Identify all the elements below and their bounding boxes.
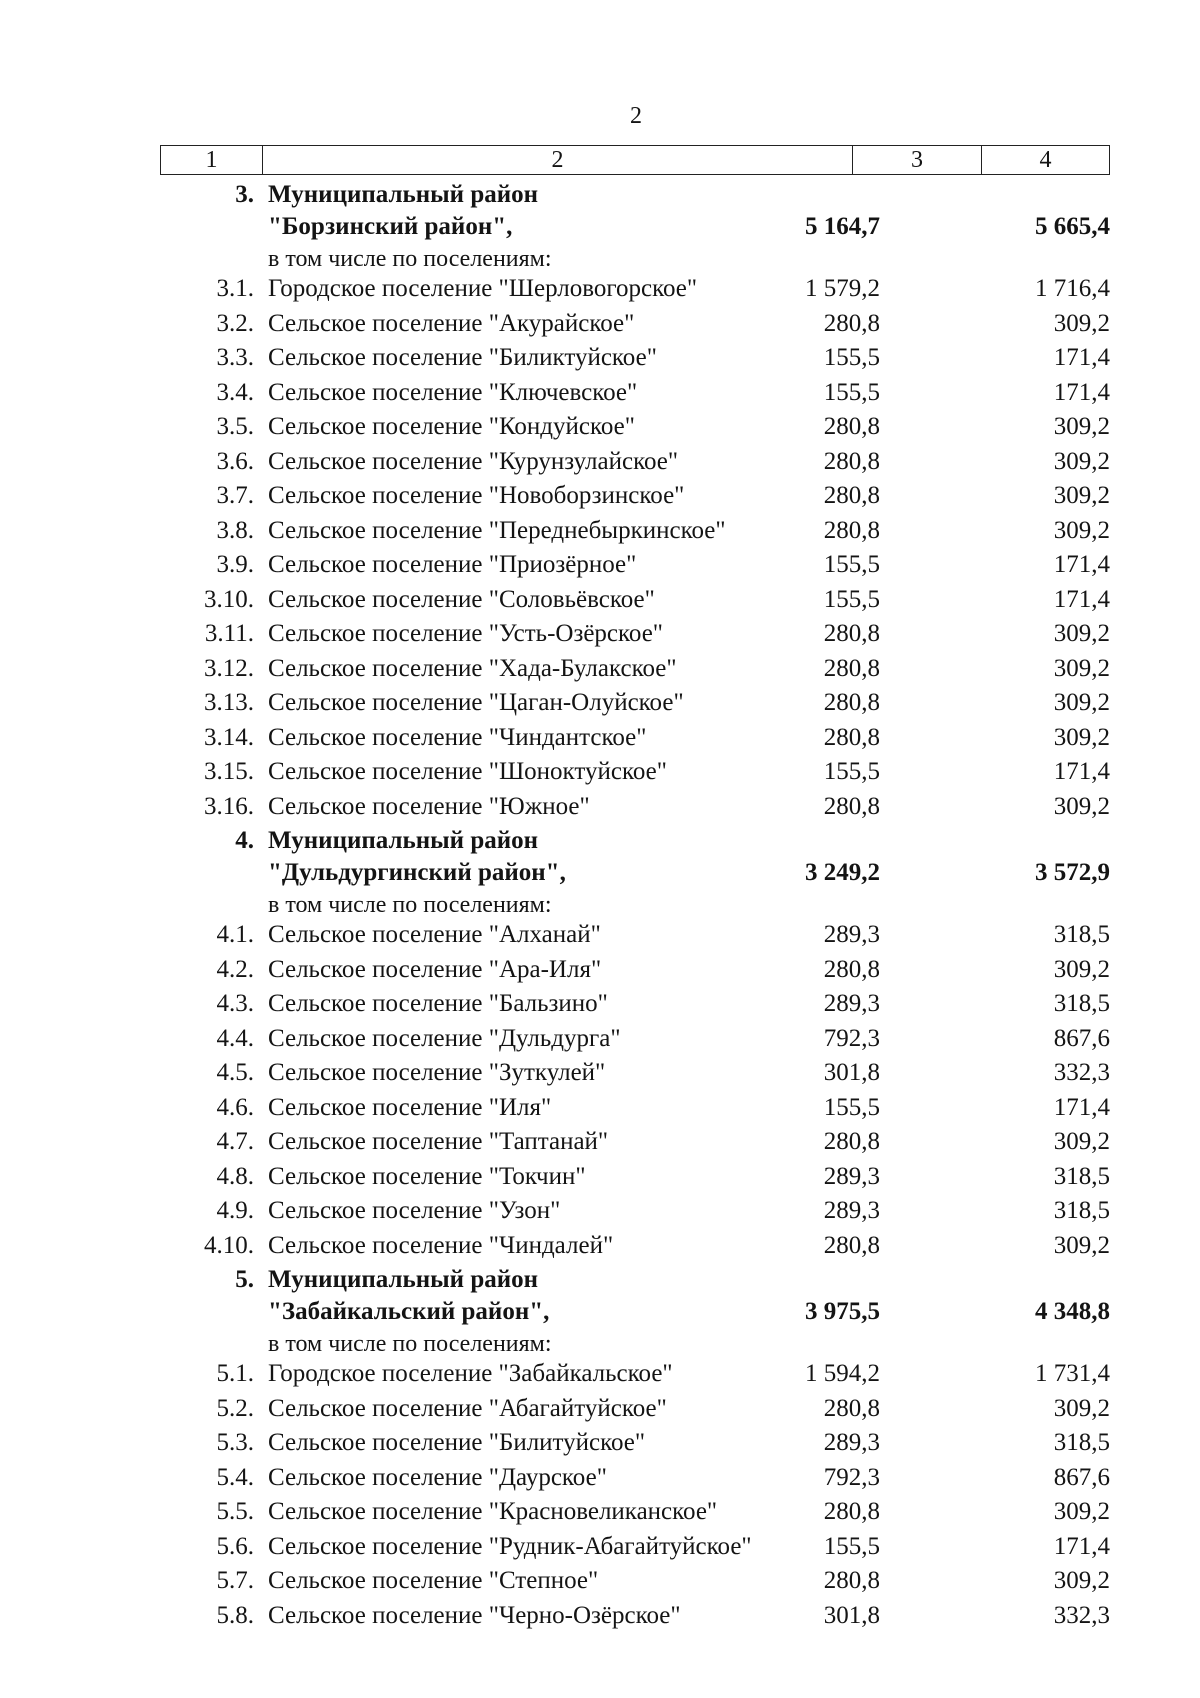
settlement-name: Сельское поселение "Абагайтуйское" [268,1394,667,1422]
settlement-name: Сельское поселение "Чиндантское" [268,723,647,751]
value-col3: 792,3 [823,1024,880,1052]
settlement-name: Сельское поселение "Красновеликанское" [268,1498,718,1525]
district-title: Муниципальный район [268,1266,539,1293]
subheading-text: в том числе по поселениям: [268,246,552,272]
table-row [160,686,1110,721]
value-col4: 309,2 [1053,654,1110,682]
row-number: 5.5. [216,1498,254,1525]
row-number: 4.6. [216,1093,254,1121]
table-row [160,987,1110,1022]
settlement-name: Сельское поселение "Иля" [268,1093,552,1121]
settlement-name: Городское поселение "Шерловогорское" [268,275,698,302]
settlement-name: Сельское поселение "Даурское" [268,1463,607,1491]
district-number: 5. [235,1266,254,1293]
table-row [160,1091,1110,1126]
value-col3: 280,8 [823,1231,880,1259]
district-title: Муниципальный район [268,181,539,208]
table-row [160,953,1110,988]
table-row [160,1392,1110,1427]
settlement-name: Сельское поселение "Переднебыркинское" [268,516,726,544]
value-col3: 1 579,2 [805,275,880,302]
value-col4: 318,5 [1053,990,1110,1017]
value-col4: 332,3 [1053,1059,1110,1086]
value-col3: 280,8 [823,309,880,337]
settlements-subheading [160,888,1110,918]
row-number: 4.3. [216,990,254,1017]
district-title-row [160,1263,1110,1295]
settlement-name: Сельское поселение "Южное" [268,792,590,820]
row-number: 4.2. [216,955,254,983]
row-number: 3.12. [204,654,254,682]
district-name: "Борзинский район", [268,213,513,240]
header-cell-3: 3 [852,146,981,174]
settlement-name: Сельское поселение "Шоноктуйское" [268,758,667,785]
value-col3: 280,8 [823,654,880,682]
table-row [160,1022,1110,1057]
district-number: 3. [235,181,254,208]
row-number: 3.2. [216,309,254,337]
settlement-name: Сельское поселение "Ара-Иля" [268,955,602,983]
value-col4: 867,6 [1053,1463,1110,1491]
value-col3: 280,8 [823,413,880,440]
district-total-col4: 5 665,4 [1035,213,1110,240]
header-cell-4: 4 [981,146,1109,174]
value-col4: 309,2 [1053,447,1110,475]
value-col4: 171,4 [1053,758,1110,785]
table-row [160,410,1110,445]
row-number: 4.10. [204,1231,254,1259]
value-col4: 309,2 [1053,1567,1110,1594]
table-row [160,1194,1110,1229]
settlement-name: Сельское поселение "Новоборзинское" [268,482,685,509]
table-row [160,790,1110,825]
settlements-subheading [160,242,1110,272]
row-number: 5.4. [216,1463,254,1491]
value-col4: 309,2 [1053,413,1110,440]
settlement-name: Городское поселение "Забайкальское" [268,1360,673,1387]
header-cell-2: 2 [262,146,852,174]
value-col4: 309,2 [1053,955,1110,983]
table-row [160,721,1110,756]
settlement-name: Сельское поселение "Курунзулайское" [268,447,679,475]
settlement-name: Сельское поселение "Усть-Озёрское" [268,620,664,647]
value-col4: 309,2 [1053,516,1110,544]
row-number: 3.16. [204,792,254,820]
value-col4: 309,2 [1053,620,1110,647]
settlement-name: Сельское поселение "Токчин" [268,1162,586,1190]
settlement-name: Сельское поселение "Чиндалей" [268,1231,614,1259]
table-row [160,755,1110,790]
value-col3: 280,8 [823,620,880,647]
table-row [160,548,1110,583]
table-row [160,376,1110,411]
value-col4: 1 731,4 [1035,1360,1110,1387]
row-number: 3.11. [204,620,254,647]
header-cell-1: 1 [205,147,218,173]
value-col4: 309,2 [1053,792,1110,820]
value-col3: 289,3 [823,1429,880,1456]
value-col4: 171,4 [1053,585,1110,613]
value-col3: 155,5 [823,344,880,371]
row-number: 3.14. [204,723,254,751]
row-number: 5.8. [216,1601,254,1629]
table-row [160,1160,1110,1195]
value-col3: 280,8 [823,447,880,475]
table-row [160,918,1110,953]
table-row [160,1530,1110,1565]
district-total-col3: 5 164,7 [805,213,880,240]
district-total-row [160,1295,1110,1327]
value-col3: 280,8 [823,1394,880,1422]
value-col3: 155,5 [823,1093,880,1121]
settlement-name: Сельское поселение "Черно-Озёрское" [268,1601,681,1629]
district-total-row [160,856,1110,888]
table-row [160,272,1110,307]
subheading-text: в том числе по поселениям: [268,1331,552,1357]
table-row [160,1056,1110,1091]
settlements-subheading [160,1327,1110,1357]
settlement-name: Сельское поселение "Биликтуйское" [268,344,657,371]
value-col3: 280,8 [823,516,880,544]
value-col3: 289,3 [823,1197,880,1224]
row-number: 5.3. [216,1429,254,1456]
row-number: 5.6. [216,1532,254,1560]
table-row [160,583,1110,618]
value-col4: 171,4 [1053,378,1110,406]
district-number: 4. [235,827,254,854]
row-number: 3.9. [216,551,254,578]
settlement-name: Сельское поселение "Узон" [268,1197,561,1224]
table-row [160,1125,1110,1160]
value-col4: 171,4 [1053,1532,1110,1560]
row-number: 3.15. [204,758,254,785]
row-number: 4.1. [216,921,254,948]
district-total-col4: 3 572,9 [1035,859,1110,886]
value-col4: 332,3 [1053,1601,1110,1629]
value-col3: 301,8 [823,1059,880,1086]
row-number: 4.9. [216,1197,254,1224]
row-number: 4.4. [216,1024,254,1052]
value-col3: 280,8 [823,1128,880,1155]
row-number: 3.1. [216,275,254,302]
value-col3: 280,8 [823,723,880,751]
value-col4: 318,5 [1053,1162,1110,1190]
table-row [160,514,1110,549]
value-col3: 280,8 [823,689,880,716]
row-number: 4.5. [216,1059,254,1086]
value-col3: 155,5 [823,758,880,785]
value-col3: 792,3 [823,1463,880,1491]
value-col3: 289,3 [823,921,880,948]
settlement-name: Сельское поселение "Дульдурга" [268,1024,621,1052]
value-col4: 309,2 [1053,1128,1110,1155]
value-col4: 318,5 [1053,921,1110,948]
value-col3: 280,8 [823,792,880,820]
value-col4: 309,2 [1053,689,1110,716]
value-col4: 309,2 [1053,1394,1110,1422]
district-title-row [160,824,1110,856]
value-col3: 155,5 [823,378,880,406]
value-col3: 1 594,2 [805,1360,880,1387]
district-title: Муниципальный район [268,827,539,854]
table-header-row [160,145,1110,175]
row-number: 3.10. [204,585,254,613]
table-row [160,617,1110,652]
table-row [160,1229,1110,1264]
table-row [160,307,1110,342]
table-row [160,1426,1110,1461]
table-row [160,341,1110,376]
settlement-name: Сельское поселение "Приозёрное" [268,551,637,578]
value-col4: 1 716,4 [1035,275,1110,302]
row-number: 3.13. [204,689,254,716]
settlement-name: Сельское поселение "Ключевское" [268,378,638,406]
row-number: 3.4. [216,378,254,406]
table-row [160,479,1110,514]
settlement-name: Сельское поселение "Зуткулей" [268,1059,606,1086]
district-total-col3: 3 249,2 [805,859,880,886]
table-row [160,1599,1110,1634]
row-number: 3.7. [216,482,254,509]
table-row [160,1461,1110,1496]
table-row [160,1495,1110,1530]
settlement-name: Сельское поселение "Степное" [268,1567,599,1594]
value-col4: 309,2 [1053,723,1110,751]
page-number: 2 [630,103,642,129]
district-name: "Дульдургинский район", [268,859,566,886]
settlement-name: Сельское поселение "Акурайское" [268,309,635,337]
table-row [160,1564,1110,1599]
value-col3: 280,8 [823,1498,880,1525]
value-col3: 289,3 [823,1162,880,1190]
district-name: "Забайкальский район", [268,1298,550,1325]
value-col3: 155,5 [823,551,880,578]
budget-table-body [160,178,1110,1633]
settlement-name: Сельское поселение "Бальзино" [268,990,608,1017]
settlement-name: Сельское поселение "Билитуйское" [268,1429,646,1456]
settlement-name: Сельское поселение "Рудник-Абагайтуйское" [268,1532,752,1560]
value-col4: 867,6 [1053,1024,1110,1052]
value-col4: 171,4 [1053,344,1110,371]
value-col3: 301,8 [823,1601,880,1629]
settlement-name: Сельское поселение "Соловьёвское" [268,585,655,613]
district-title-row [160,178,1110,210]
value-col4: 171,4 [1053,1093,1110,1121]
row-number: 5.2. [216,1394,254,1422]
settlement-name: Сельское поселение "Таптанай" [268,1128,609,1155]
value-col4: 309,2 [1053,309,1110,337]
district-total-col4: 4 348,8 [1035,1298,1110,1325]
value-col3: 280,8 [823,1567,880,1594]
row-number: 3.5. [216,413,254,440]
value-col3: 280,8 [823,482,880,509]
value-col4: 309,2 [1053,482,1110,509]
settlement-name: Сельское поселение "Цаган-Олуйское" [268,689,684,716]
value-col3: 280,8 [823,955,880,983]
row-number: 4.7. [216,1128,254,1155]
value-col4: 309,2 [1053,1498,1110,1525]
district-total-col3: 3 975,5 [805,1298,880,1325]
value-col4: 318,5 [1053,1197,1110,1224]
settlement-name: Сельское поселение "Хада-Булакское" [268,654,677,682]
row-number: 5.1. [216,1360,254,1387]
value-col4: 171,4 [1053,551,1110,578]
row-number: 3.3. [216,344,254,371]
value-col3: 155,5 [823,1532,880,1560]
table-row [160,1357,1110,1392]
value-col3: 289,3 [823,990,880,1017]
row-number: 4.8. [216,1162,254,1190]
district-total-row [160,210,1110,242]
value-col4: 318,5 [1053,1429,1110,1456]
row-number: 3.6. [216,447,254,475]
table-row [160,652,1110,687]
value-col3: 155,5 [823,585,880,613]
settlement-name: Сельское поселение "Алханай" [268,921,601,948]
settlement-name: Сельское поселение "Кондуйское" [268,413,635,440]
value-col4: 309,2 [1053,1231,1110,1259]
subheading-text: в том числе по поселениям: [268,892,552,918]
table-row [160,445,1110,480]
row-number: 3.8. [216,516,254,544]
row-number: 5.7. [216,1567,254,1594]
